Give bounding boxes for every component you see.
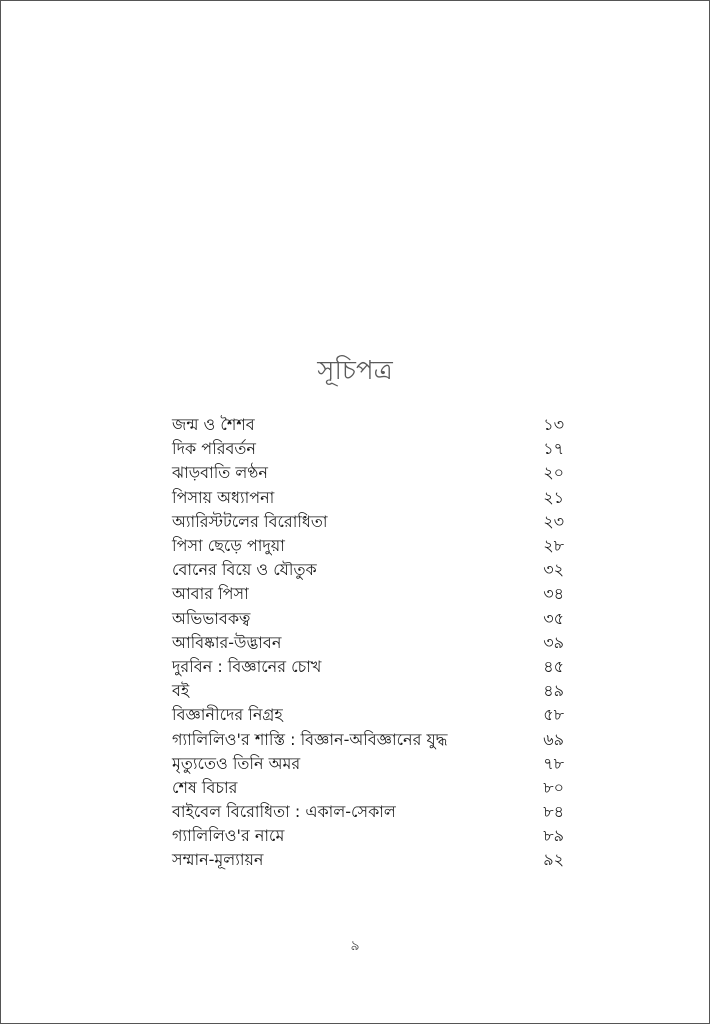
toc-row <box>172 437 564 461</box>
toc-entry-page: ৩৯ <box>543 632 564 652</box>
toc-entry-page: ৮৯ <box>543 826 564 846</box>
toc-entry-label: অভিভাবকত্ব <box>172 608 251 628</box>
toc-row <box>172 486 564 510</box>
toc-entry-label: পিসা ছেড়ে পাদুয়া <box>172 536 285 556</box>
toc-row <box>172 655 564 679</box>
toc-entry-page: ২৮ <box>543 536 564 556</box>
toc-entry-label: মৃত্যুতেও তিনি অমর <box>172 753 301 773</box>
toc-entry-page: ৪৯ <box>543 681 564 701</box>
toc-entry-label: বিজ্ঞানীদের নিগ্রহ <box>172 705 283 725</box>
toc-row <box>172 631 564 655</box>
toc-entry-label: আবিষ্কার-উদ্ভাবন <box>172 632 282 652</box>
toc-entry-page: ৮০ <box>543 777 564 797</box>
toc-entry-label: বোনের বিয়ে ও যৌতুক <box>172 560 317 580</box>
toc-entry-label: ঝাড়বাতি লণ্ঠন <box>172 463 268 483</box>
toc-entry-page: ২০ <box>543 463 564 483</box>
toc-entry-label: শেষ বিচার <box>172 777 238 797</box>
toc-entry-page: ২৩ <box>543 511 564 531</box>
toc-row <box>172 800 564 824</box>
toc-entry-label: দিক পরিবর্তন <box>172 439 256 459</box>
toc-entry-page: ৩২ <box>543 560 564 580</box>
table-of-contents <box>172 413 564 873</box>
toc-entry-label: দুরবিন : বিজ্ঞানের চোখ <box>172 656 322 676</box>
toc-entry-page: ৪৫ <box>543 656 564 676</box>
toc-entry-page: ৮৪ <box>543 802 564 822</box>
toc-entry-label: জন্ম ও শৈশব <box>172 415 255 435</box>
toc-entry-label: গ্যালিলিও'র নামে <box>172 826 285 846</box>
toc-entry-page: ৭৮ <box>543 753 564 773</box>
toc-row <box>172 582 564 606</box>
page-title: সূচিপত্র <box>317 356 393 386</box>
toc-entry-label: অ্যারিস্টটলের বিরোধিতা <box>172 511 328 531</box>
page-number: ৯ <box>350 938 360 954</box>
toc-entry-label: বাইবেল বিরোধিতা : একাল-সেকাল <box>172 802 396 822</box>
toc-row <box>172 776 564 800</box>
toc-entry-page: ৬৯ <box>543 729 564 749</box>
toc-row <box>172 848 564 872</box>
toc-row <box>172 413 564 437</box>
toc-entry-label: পিসায় অধ্যাপনা <box>172 487 275 507</box>
toc-row <box>172 461 564 485</box>
toc-row <box>172 824 564 848</box>
toc-entry-page: ৯২ <box>543 850 564 870</box>
toc-entry-page: ৫৮ <box>543 705 564 725</box>
toc-entry-label: গ্যালিলিও'র শাস্তি : বিজ্ঞান-অবিজ্ঞানের যুদ্ধ <box>172 729 448 749</box>
toc-row <box>172 703 564 727</box>
toc-row <box>172 607 564 631</box>
toc-row <box>172 727 564 751</box>
toc-row <box>172 534 564 558</box>
toc-entry-page: ৩৪ <box>543 584 564 604</box>
toc-entry-label: আবার পিসা <box>172 584 249 604</box>
toc-row <box>172 679 564 703</box>
toc-entry-page: ১৭ <box>543 439 564 459</box>
toc-entry-page: ২১ <box>543 487 564 507</box>
toc-entry-label: সম্মান-মূল্যায়ন <box>172 850 264 870</box>
toc-row <box>172 752 564 776</box>
toc-entry-label: বই <box>172 681 190 701</box>
toc-entry-page: ৩৫ <box>543 608 564 628</box>
toc-row <box>172 558 564 582</box>
toc-row <box>172 510 564 534</box>
toc-entry-page: ১৩ <box>543 415 564 435</box>
